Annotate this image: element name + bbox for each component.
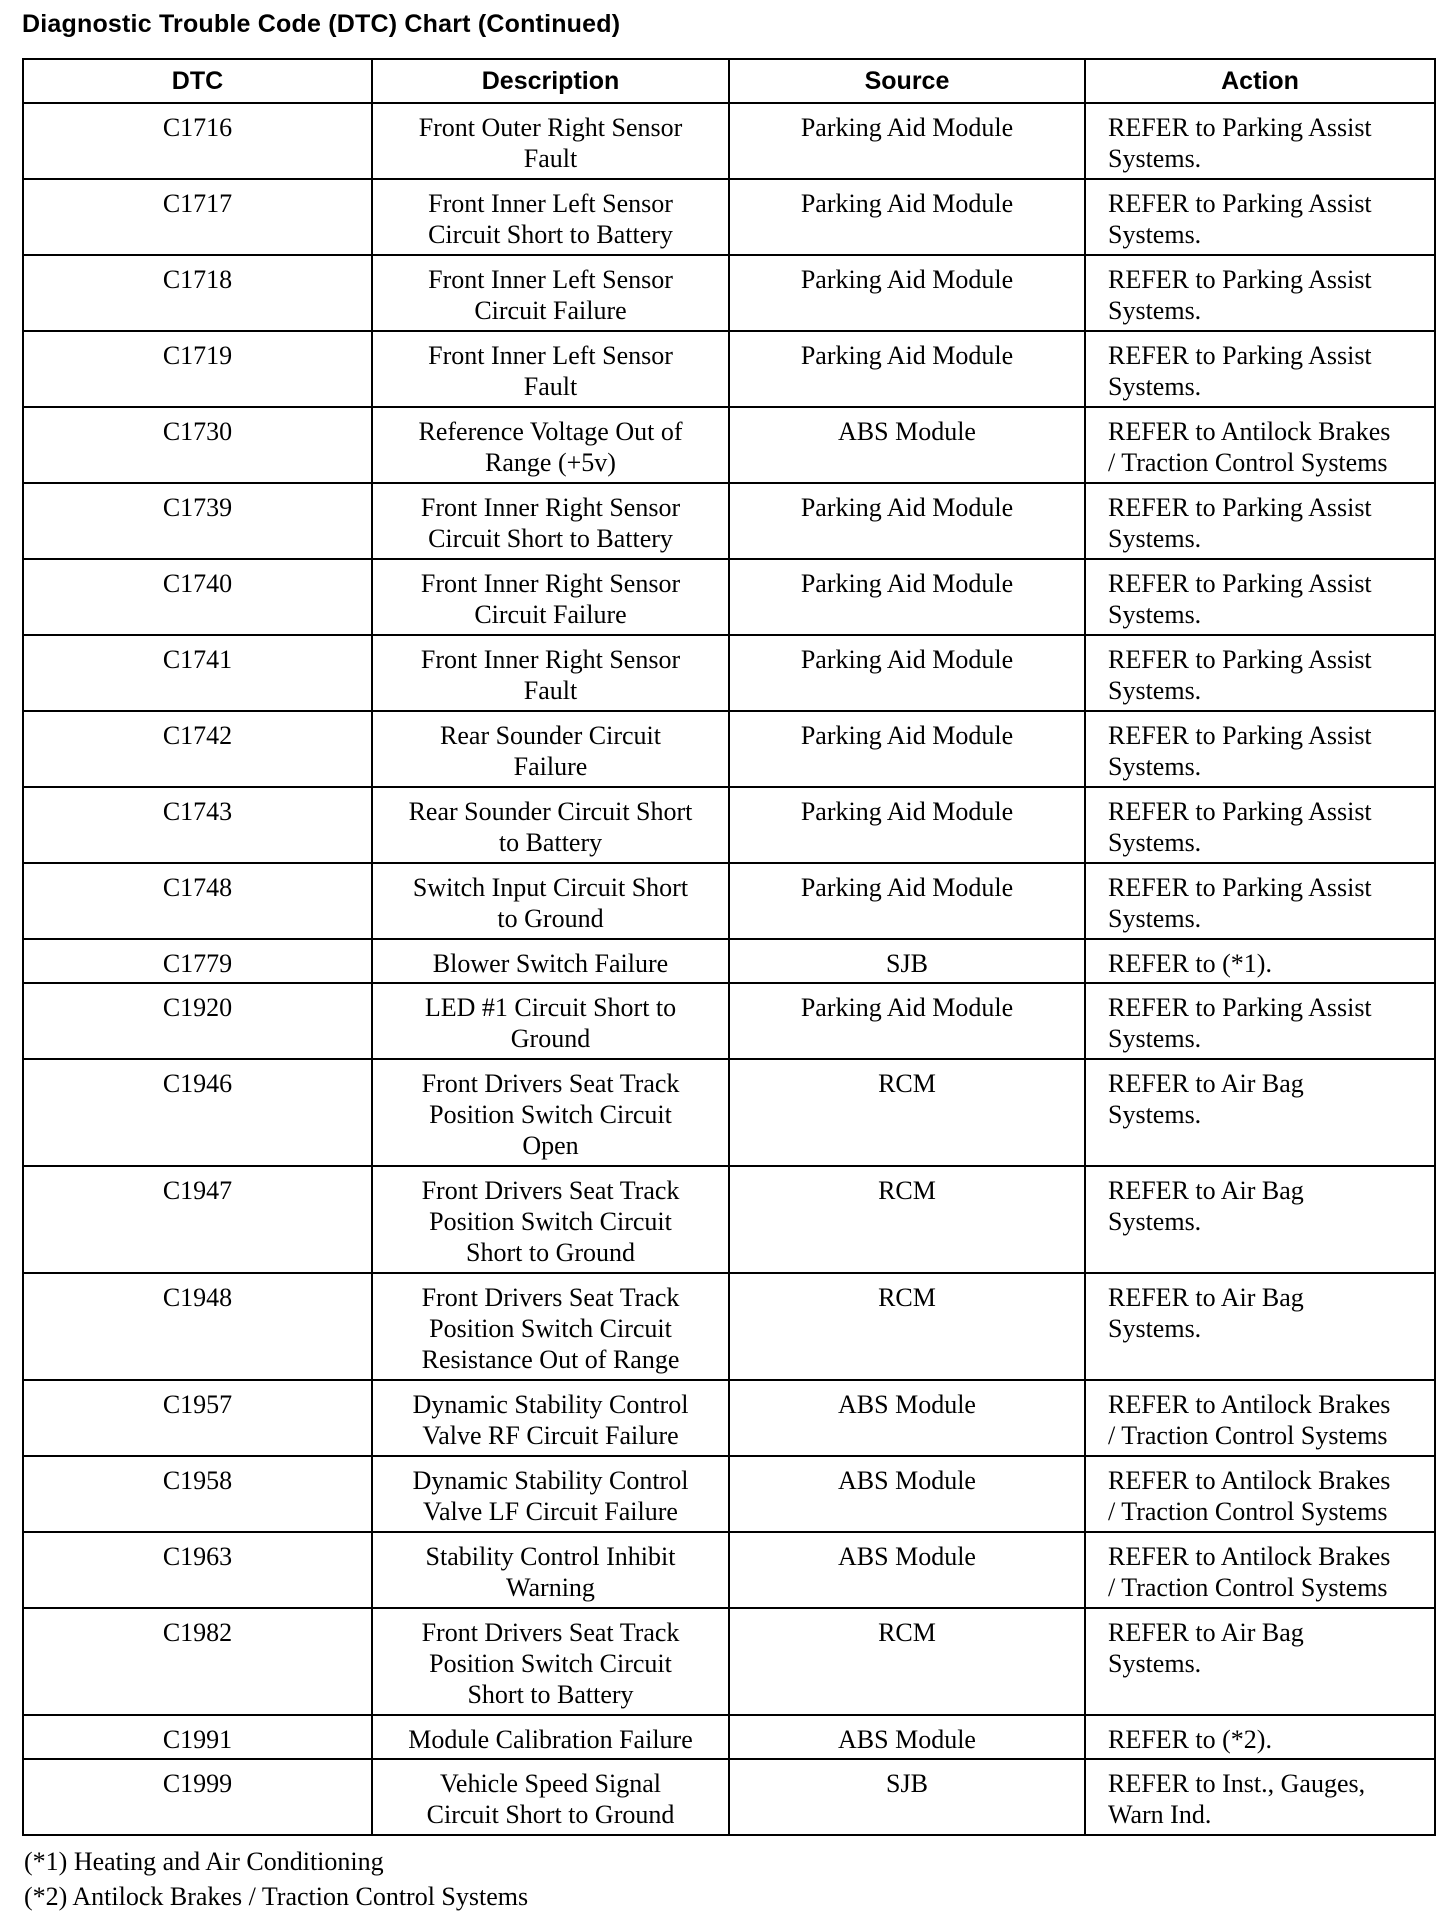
- dtc-description: [372, 1759, 729, 1835]
- action-line: / Traction Control Systems: [1108, 1573, 1388, 1602]
- description-line: to Battery: [498, 828, 603, 857]
- description-line: Front Inner Left Sensor: [428, 189, 673, 218]
- dtc-action: [1085, 787, 1435, 863]
- action-line: Systems.: [1108, 676, 1202, 705]
- table-row: [23, 483, 1435, 559]
- dtc-source: Parking Aid Module: [729, 787, 1085, 863]
- dtc-description: [372, 103, 729, 179]
- description-line: Rear Sounder Circuit Short: [408, 797, 693, 826]
- dtc-source: Parking Aid Module: [729, 331, 1085, 407]
- action-line: Systems.: [1108, 600, 1202, 629]
- dtc-action: [1085, 939, 1435, 983]
- table-body: [23, 103, 1435, 1835]
- dtc-description: [372, 1380, 729, 1456]
- dtc-source: ABS Module: [729, 1715, 1085, 1759]
- dtc-action: [1085, 255, 1435, 331]
- dtc-description: [372, 939, 729, 983]
- description-line: Position Switch Circuit: [429, 1314, 672, 1343]
- description-line: Fault: [523, 372, 578, 401]
- action-line: REFER to Parking Assist: [1108, 493, 1372, 522]
- action-line: Systems.: [1108, 144, 1202, 173]
- action-line: REFER to Antilock Brakes: [1108, 1466, 1391, 1495]
- action-line: / Traction Control Systems: [1108, 1421, 1388, 1450]
- dtc-action: [1085, 483, 1435, 559]
- dtc-source: Parking Aid Module: [729, 983, 1085, 1059]
- dtc-description: [372, 863, 729, 939]
- action-line: REFER to Parking Assist: [1108, 721, 1372, 750]
- description-line: Ground: [510, 1024, 591, 1053]
- dtc-code: C1743: [23, 787, 372, 863]
- action-line: REFER to Parking Assist: [1108, 569, 1372, 598]
- dtc-action: [1085, 559, 1435, 635]
- action-line: Systems.: [1108, 828, 1202, 857]
- table-row: [23, 711, 1435, 787]
- description-line: Failure: [513, 752, 588, 781]
- dtc-action: [1085, 331, 1435, 407]
- dtc-description: [372, 255, 729, 331]
- dtc-description: [372, 983, 729, 1059]
- description-line: Front Inner Right Sensor: [420, 569, 681, 598]
- description-line: Fault: [523, 144, 578, 173]
- dtc-description: [372, 559, 729, 635]
- description-line: Warning: [506, 1573, 595, 1602]
- description-line: Vehicle Speed Signal: [440, 1769, 661, 1798]
- table-row: [23, 1273, 1435, 1380]
- dtc-source: SJB: [729, 1759, 1085, 1835]
- dtc-code: C1741: [23, 635, 372, 711]
- dtc-source: Parking Aid Module: [729, 863, 1085, 939]
- dtc-action: [1085, 1059, 1435, 1166]
- dtc-code: C1779: [23, 939, 372, 983]
- description-line: Blower Switch Failure: [432, 949, 669, 978]
- description-line: Module Calibration Failure: [408, 1725, 693, 1754]
- dtc-code: C1718: [23, 255, 372, 331]
- action-line: Systems.: [1108, 1314, 1202, 1343]
- description-line: Front Drivers Seat Track: [421, 1176, 680, 1205]
- dtc-description: [372, 1166, 729, 1273]
- action-line: REFER to Parking Assist: [1108, 265, 1372, 294]
- action-line: REFER to Parking Assist: [1108, 189, 1372, 218]
- description-line: Front Drivers Seat Track: [421, 1618, 680, 1647]
- dtc-description: [372, 1273, 729, 1380]
- action-line: REFER to Antilock Brakes: [1108, 1542, 1391, 1571]
- action-line: REFER to Antilock Brakes: [1108, 417, 1391, 446]
- dtc-code: C1739: [23, 483, 372, 559]
- description-line: Dynamic Stability Control: [412, 1466, 689, 1495]
- table-row: [23, 983, 1435, 1059]
- dtc-source: ABS Module: [729, 1380, 1085, 1456]
- description-line: Front Inner Left Sensor: [428, 265, 673, 294]
- action-line: Systems.: [1108, 1100, 1202, 1129]
- dtc-source: Parking Aid Module: [729, 103, 1085, 179]
- dtc-action: [1085, 711, 1435, 787]
- description-line: Front Drivers Seat Track: [421, 1283, 680, 1312]
- dtc-action: [1085, 1715, 1435, 1759]
- table-row: [23, 1532, 1435, 1608]
- description-line: Front Inner Left Sensor: [428, 341, 673, 370]
- dtc-code: C1963: [23, 1532, 372, 1608]
- footnote-1: (*1) Heating and Air Conditioning: [24, 1847, 384, 1876]
- dtc-source: SJB: [729, 939, 1085, 983]
- description-line: Circuit Short to Battery: [428, 220, 673, 249]
- dtc-action: [1085, 1608, 1435, 1715]
- table-row: [23, 1759, 1435, 1835]
- dtc-source: Parking Aid Module: [729, 483, 1085, 559]
- dtc-code: C1717: [23, 179, 372, 255]
- dtc-code: C1991: [23, 1715, 372, 1759]
- dtc-source: ABS Module: [729, 1532, 1085, 1608]
- description-line: Stability Control Inhibit: [425, 1542, 676, 1571]
- dtc-description: [372, 787, 729, 863]
- description-line: Circuit Short to Battery: [428, 524, 673, 553]
- action-line: REFER to Parking Assist: [1108, 993, 1372, 1022]
- dtc-source: Parking Aid Module: [729, 179, 1085, 255]
- description-line: to Ground: [497, 904, 604, 933]
- dtc-code: C1946: [23, 1059, 372, 1166]
- dtc-description: [372, 1059, 729, 1166]
- description-line: Dynamic Stability Control: [412, 1390, 689, 1419]
- table-row: [23, 103, 1435, 179]
- table-row: [23, 1059, 1435, 1166]
- dtc-description: [372, 1456, 729, 1532]
- action-line: / Traction Control Systems: [1108, 1497, 1388, 1526]
- footnotes: [24, 1844, 528, 1914]
- action-line: REFER to Air Bag: [1108, 1618, 1304, 1647]
- action-line: Systems.: [1108, 372, 1202, 401]
- action-line: Systems.: [1108, 752, 1202, 781]
- dtc-code: C1958: [23, 1456, 372, 1532]
- dtc-source: Parking Aid Module: [729, 255, 1085, 331]
- dtc-action: [1085, 179, 1435, 255]
- dtc-code: C1716: [23, 103, 372, 179]
- table-row: [23, 1715, 1435, 1759]
- dtc-code: C1920: [23, 983, 372, 1059]
- action-line: REFER to Air Bag: [1108, 1176, 1304, 1205]
- header-description: Description: [372, 59, 729, 103]
- action-line: Systems.: [1108, 1649, 1202, 1678]
- action-line: Systems.: [1108, 524, 1202, 553]
- dtc-action: [1085, 103, 1435, 179]
- dtc-description: [372, 1608, 729, 1715]
- dtc-code: C1999: [23, 1759, 372, 1835]
- description-line: Front Inner Right Sensor: [420, 493, 681, 522]
- description-line: Rear Sounder Circuit: [440, 721, 661, 750]
- description-line: Circuit Failure: [474, 296, 627, 325]
- action-line: Systems.: [1108, 220, 1202, 249]
- dtc-code: C1730: [23, 407, 372, 483]
- table-header-row: [23, 59, 1435, 103]
- action-line: REFER to Air Bag: [1108, 1069, 1304, 1098]
- dtc-source: RCM: [729, 1059, 1085, 1166]
- dtc-action: [1085, 1456, 1435, 1532]
- table-row: [23, 1380, 1435, 1456]
- action-line: REFER to Parking Assist: [1108, 797, 1372, 826]
- description-line: Reference Voltage Out of: [418, 417, 683, 446]
- dtc-code: C1948: [23, 1273, 372, 1380]
- dtc-code: C1742: [23, 711, 372, 787]
- dtc-description: [372, 179, 729, 255]
- dtc-description: [372, 711, 729, 787]
- description-line: Circuit Failure: [474, 600, 627, 629]
- dtc-action: [1085, 1759, 1435, 1835]
- dtc-source: Parking Aid Module: [729, 635, 1085, 711]
- header-source: Source: [729, 59, 1085, 103]
- table-row: [23, 1608, 1435, 1715]
- dtc-source: RCM: [729, 1273, 1085, 1380]
- dtc-code: C1740: [23, 559, 372, 635]
- action-line: REFER to Air Bag: [1108, 1283, 1304, 1312]
- table-row: [23, 1456, 1435, 1532]
- dtc-action: [1085, 1380, 1435, 1456]
- action-line: REFER to Parking Assist: [1108, 341, 1372, 370]
- dtc-action: [1085, 983, 1435, 1059]
- table-row: [23, 331, 1435, 407]
- table-row: [23, 179, 1435, 255]
- dtc-description: [372, 483, 729, 559]
- description-line: LED #1 Circuit Short to: [424, 993, 677, 1022]
- description-line: Position Switch Circuit: [429, 1100, 672, 1129]
- action-line: Warn Ind.: [1108, 1800, 1212, 1829]
- dtc-source: Parking Aid Module: [729, 559, 1085, 635]
- description-line: Resistance Out of Range: [421, 1345, 680, 1374]
- action-line: REFER to Antilock Brakes: [1108, 1390, 1391, 1419]
- description-line: Front Outer Right Sensor: [418, 113, 683, 142]
- description-line: Circuit Short to Ground: [426, 1800, 675, 1829]
- dtc-code: C1982: [23, 1608, 372, 1715]
- dtc-code: C1748: [23, 863, 372, 939]
- dtc-description: [372, 407, 729, 483]
- table-row: [23, 1166, 1435, 1273]
- footnote-2: (*2) Antilock Brakes / Traction Control Systems: [24, 1882, 529, 1911]
- table-row: [23, 787, 1435, 863]
- dtc-source: ABS Module: [729, 1456, 1085, 1532]
- action-line: REFER to Parking Assist: [1108, 873, 1372, 902]
- action-line: Systems.: [1108, 904, 1202, 933]
- table-row: [23, 255, 1435, 331]
- action-line: Systems.: [1108, 296, 1202, 325]
- description-line: Position Switch Circuit: [429, 1649, 672, 1678]
- dtc-description: [372, 635, 729, 711]
- table-row: [23, 863, 1435, 939]
- page-title: Diagnostic Trouble Code (DTC) Chart (Continued): [22, 10, 621, 38]
- description-line: Switch Input Circuit Short: [412, 873, 689, 902]
- description-line: Valve LF Circuit Failure: [423, 1497, 678, 1526]
- dtc-description: [372, 331, 729, 407]
- description-line: Range (+5v): [485, 448, 616, 477]
- action-line: Systems.: [1108, 1024, 1202, 1053]
- table-row: [23, 407, 1435, 483]
- description-line: Front Inner Right Sensor: [420, 645, 681, 674]
- dtc-description: [372, 1532, 729, 1608]
- dtc-action: [1085, 863, 1435, 939]
- dtc-action: [1085, 635, 1435, 711]
- action-line: REFER to (*2).: [1108, 1725, 1272, 1754]
- table-row: [23, 635, 1435, 711]
- description-line: Short to Ground: [466, 1238, 635, 1267]
- dtc-table: [22, 58, 1436, 1836]
- description-line: Position Switch Circuit: [429, 1207, 672, 1236]
- dtc-action: [1085, 407, 1435, 483]
- dtc-source: RCM: [729, 1608, 1085, 1715]
- dtc-code: C1719: [23, 331, 372, 407]
- dtc-source: ABS Module: [729, 407, 1085, 483]
- dtc-description: [372, 1715, 729, 1759]
- dtc-code: C1957: [23, 1380, 372, 1456]
- description-line: Short to Battery: [467, 1680, 634, 1709]
- action-line: REFER to Parking Assist: [1108, 113, 1372, 142]
- table-row: [23, 939, 1435, 983]
- description-line: Front Drivers Seat Track: [421, 1069, 680, 1098]
- table-row: [23, 559, 1435, 635]
- dtc-action: [1085, 1532, 1435, 1608]
- dtc-code: C1947: [23, 1166, 372, 1273]
- action-line: / Traction Control Systems: [1108, 448, 1388, 477]
- action-line: REFER to Inst., Gauges,: [1108, 1769, 1366, 1798]
- header-action: Action: [1085, 59, 1435, 103]
- description-line: Valve RF Circuit Failure: [422, 1421, 679, 1450]
- header-dtc: DTC: [23, 59, 372, 103]
- description-line: Fault: [523, 676, 578, 705]
- description-line: Open: [522, 1131, 579, 1160]
- dtc-action: [1085, 1273, 1435, 1380]
- dtc-action: [1085, 1166, 1435, 1273]
- dtc-source: Parking Aid Module: [729, 711, 1085, 787]
- action-line: Systems.: [1108, 1207, 1202, 1236]
- action-line: REFER to Parking Assist: [1108, 645, 1372, 674]
- dtc-source: RCM: [729, 1166, 1085, 1273]
- action-line: REFER to (*1).: [1108, 949, 1272, 978]
